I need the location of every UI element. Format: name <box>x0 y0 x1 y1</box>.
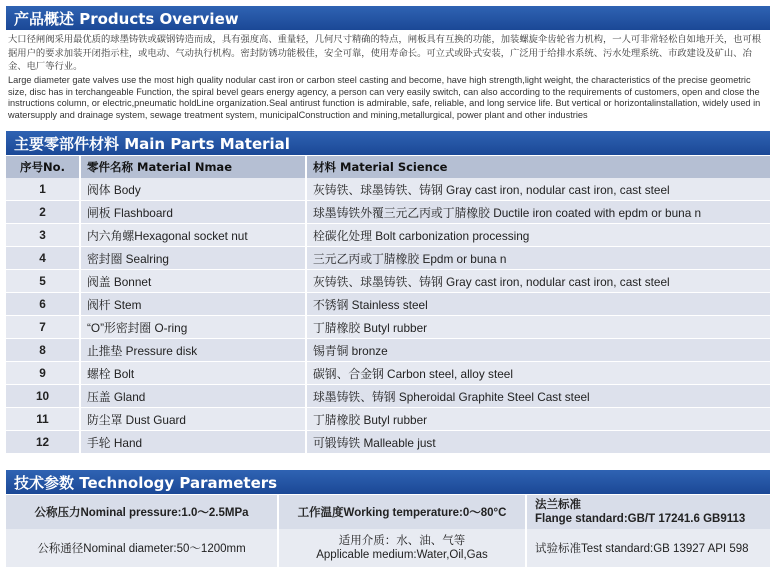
table-row <box>6 247 770 270</box>
products-overview-title: 产品概述 Products Overview <box>14 9 239 28</box>
part-no: 12 <box>6 431 80 454</box>
part-material: 可锻铸铁 Malleable just <box>306 431 770 454</box>
part-material: 球墨铸铁、铸钢 Spheroidal Graphite Steel Cast steel <box>306 385 770 408</box>
part-material: 丁腈橡胶 Butyl rubber <box>306 408 770 431</box>
applicable-medium-cn: 适用介质：水、油、气等 <box>338 534 466 547</box>
part-no: 5 <box>6 270 80 293</box>
part-no: 6 <box>6 293 80 316</box>
part-material: 球墨铸铁外覆三元乙丙或丁腈橡胶 Ductile iron coated with epdm or buna n <box>306 201 770 224</box>
table-row <box>6 339 770 362</box>
overview-text-cn: 大口径闸阀采用最优质的球墨铸铁或碳钢铸造而成，具有强度高、重量轻，几何尺寸精确的特点，闸板具有互换的功能，加装螺旋伞齿轮省力机构，一人可非常轻松自如地开关，也可根据用户的要求加装开闭指示柱，或电动、气动执行机构。密封防锈功能极佳，安全可靠，使用寿命长。可立式或卧式安装，广泛用于给排水系统、污水处理系统、市政建设及矿山、冶金、电厂等行业。 <box>8 34 762 72</box>
main-parts-title: 主要零部件材料 Main Parts Material <box>14 134 290 153</box>
part-no: 7 <box>6 316 80 339</box>
nominal-pressure: 公称压力Nominal pressure:1.0～2.5MPa <box>6 495 278 529</box>
part-no: 1 <box>6 178 80 201</box>
part-material: 灰铸铁、球墨铸铁、铸钢 Gray cast iron, nodular cast iron, cast steel <box>306 178 770 201</box>
test-standard: 试验标准Test standard:GB 13927 API 598 <box>526 529 770 567</box>
tech-params-header <box>6 470 770 494</box>
header-no: 序号No. <box>6 156 80 178</box>
applicable-medium <box>278 529 526 567</box>
tech-params-table <box>6 495 770 567</box>
parts-table <box>6 156 770 454</box>
main-parts-header <box>6 131 770 155</box>
part-name: 压盖 Gland <box>80 385 306 408</box>
part-name: 螺栓 Bolt <box>80 362 306 385</box>
table-row <box>6 408 770 431</box>
part-no: 2 <box>6 201 80 224</box>
products-overview-header <box>6 6 770 30</box>
part-name: 防尘罩 Dust Guard <box>80 408 306 431</box>
table-row <box>6 362 770 385</box>
part-name: 阀杆 Stem <box>80 293 306 316</box>
overview-text-en: Large diameter gate valves use the most high quality nodular cast iron or carbon steel casting and become, have high strength,light weight, the characteristics of the precise geometric size, disc has in terchangeable Function, the spiral bevel gears energy agency, a person can very easily switch, can also according to the requirements of customers, open and close the instructions column, or electric,pneumatic holdLine organization.Seal antirust function is admirable, safe, reliable, and long service life. But vertical or horizontalinstallation, widely used in watersupply and drainage system, sewage treatment system, municipalConstruction and mining,metallurgical, power plant and other industries <box>8 75 761 121</box>
tech-params-title: 技术参数 Technology Parameters <box>14 473 278 492</box>
part-material: 不锈钢 Stainless steel <box>306 293 770 316</box>
table-row <box>6 385 770 408</box>
part-name: 止推垫 Pressure disk <box>80 339 306 362</box>
part-no: 10 <box>6 385 80 408</box>
part-name: 密封圈 Sealring <box>80 247 306 270</box>
flange-standard <box>526 495 770 529</box>
part-name: 闸板 Flashboard <box>80 201 306 224</box>
part-name: 阀体 Body <box>80 178 306 201</box>
part-no: 9 <box>6 362 80 385</box>
part-name: 手轮 Hand <box>80 431 306 454</box>
working-temperature: 工作温度Working temperature:0～80°C <box>278 495 526 529</box>
table-row <box>6 495 770 529</box>
header-name: 零件名称 Material Nmae <box>80 156 306 178</box>
header-material: 材料 Material Science <box>306 156 770 178</box>
part-name: 内六角螺Hexagonal socket nut <box>80 224 306 247</box>
part-material: 栓碳化处理 Bolt carbonization processing <box>306 224 770 247</box>
part-material: 丁腈橡胶 Butyl rubber <box>306 316 770 339</box>
part-no: 3 <box>6 224 80 247</box>
table-row <box>6 178 770 201</box>
table-row <box>6 529 770 567</box>
part-no: 11 <box>6 408 80 431</box>
part-name: “O”形密封圈 O-ring <box>80 316 306 339</box>
nominal-diameter: 公称通径Nominal diameter:50～1200mm <box>6 529 278 567</box>
table-row <box>6 431 770 454</box>
part-no: 8 <box>6 339 80 362</box>
parts-table-header-row <box>6 156 770 178</box>
part-name: 阀盖 Bonnet <box>80 270 306 293</box>
table-row <box>6 224 770 247</box>
table-row <box>6 293 770 316</box>
part-material: 锡青铜 bronze <box>306 339 770 362</box>
part-material: 灰铸铁、球墨铸铁、铸钢 Gray cast iron, nodular cast iron, cast steel <box>306 270 770 293</box>
table-row <box>6 270 770 293</box>
applicable-medium-en: Applicable medium:Water,Oil,Gas <box>316 548 488 561</box>
table-row <box>6 201 770 224</box>
table-row <box>6 316 770 339</box>
part-material: 三元乙丙或丁腈橡胶 Epdm or buna n <box>306 247 770 270</box>
part-no: 4 <box>6 247 80 270</box>
part-material: 碳钢、合金钢 Carbon steel, alloy steel <box>306 362 770 385</box>
flange-standard-cn: 法兰标准 <box>535 498 581 511</box>
flange-standard-en: Flange standard:GB/T 17241.6 GB9113 <box>535 512 746 525</box>
